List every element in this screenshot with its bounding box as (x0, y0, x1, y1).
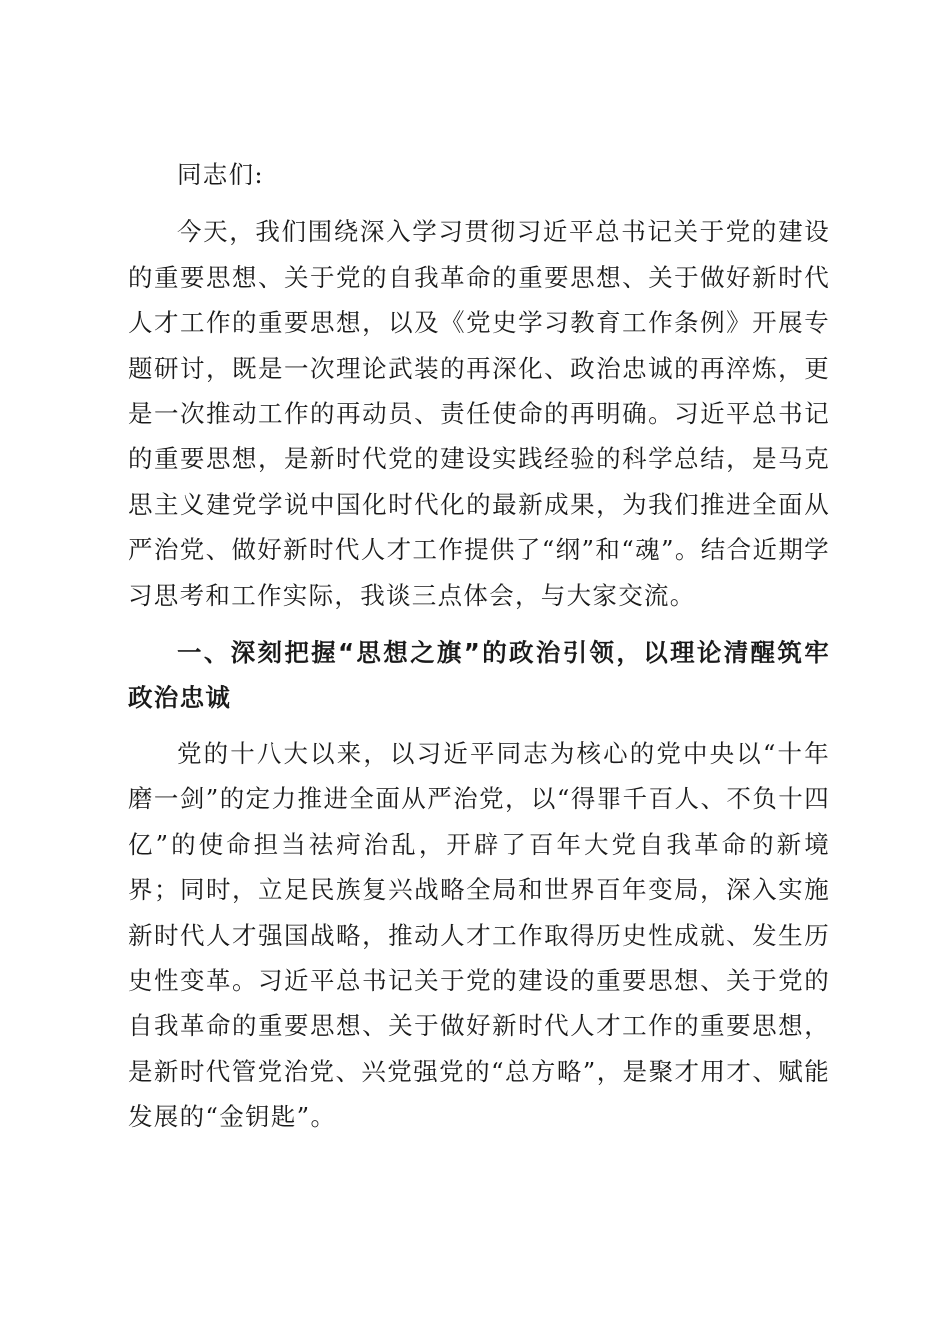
salutation: 同志们: (177, 160, 264, 189)
section-heading-1: 一、深刻把握“思想之旗”的政治引领，以理论清醒筑牢政治忠诚 (128, 638, 830, 713)
paragraph-section-1: 党的十八大以来，以习近平同志为核心的党中央以“十年磨一剑”的定力推进全面从严治党，以“得罪千百人、不负十四亿”的使命担当祛疴治乱，开辟了百年大党自我革命的新境界；同时，立足民族复兴战略全局和世界百年变局，深入实施新时代人才强国战略，推动人才工作取得历史性成就、发生历史性变革。习近平总书记关于党的建设的重要思想、关于党的自我革命的重要思想、关于做好新时代人才工作的重要思想，是新时代管党治党、兴党强党的“总方略”，是聚才用才、赋能发展的“金钥匙”。 (128, 738, 830, 1132)
document-body (128, 152, 830, 1140)
paragraph-intro: 今天，我们围绕深入学习贯彻习近平总书记关于党的建设的重要思想、关于党的自我革命的重要思想、关于做好新时代人才工作的重要思想，以及《党史学习教育工作条例》开展专题研讨，既是一次理论武装的再深化、政治忠诚的再淬炼，更是一次推动工作的再动员、责任使命的再明确。习近平总书记的重要思想，是新时代党的建设实践经验的科学总结，是马克思主义建党学说中国化时代化的最新成果，为我们推进全面从严治党、做好新时代人才工作提供了“纲”和“魂”。结合近期学习思考和工作实际，我谈三点体会，与大家交流。 (128, 217, 830, 610)
